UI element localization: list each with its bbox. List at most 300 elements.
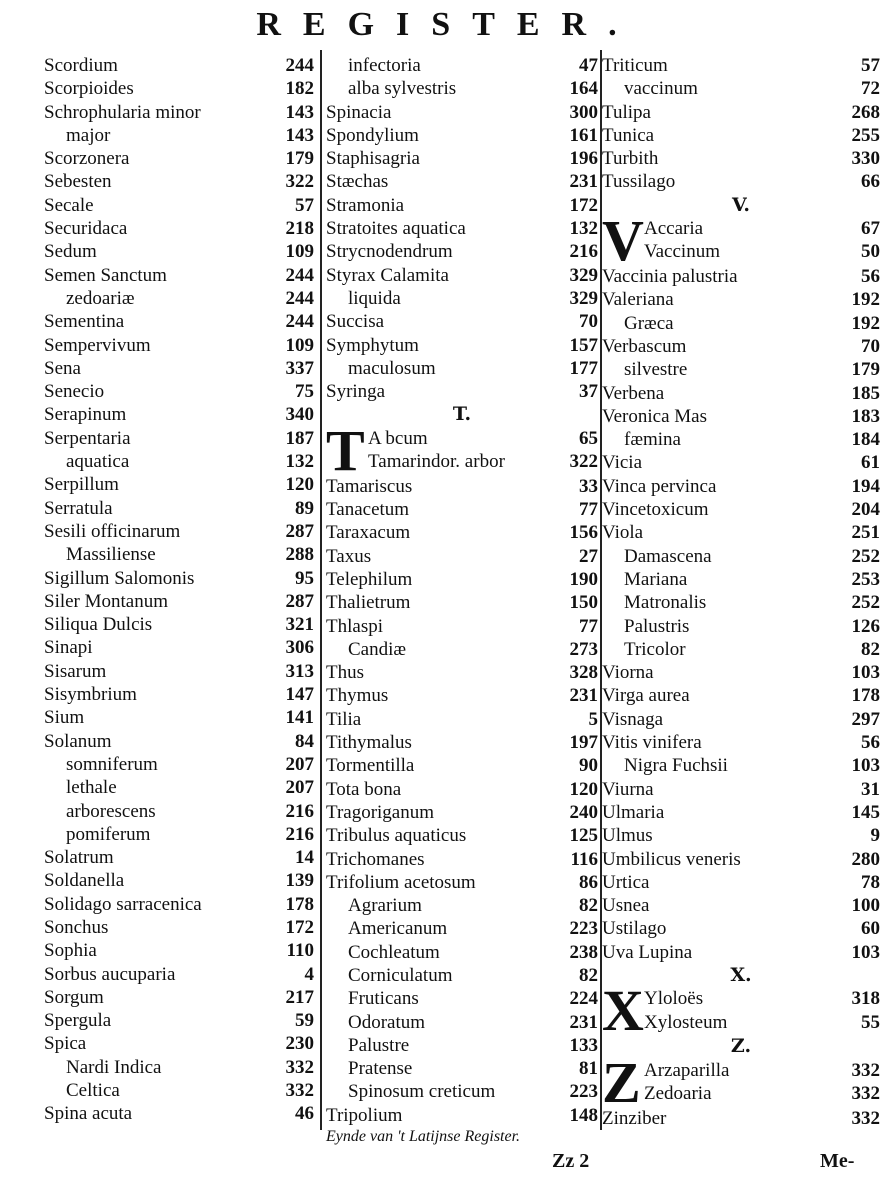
index-entry — [44, 706, 314, 729]
entry-name: Tussilago — [602, 171, 676, 193]
entry-page: 14 — [295, 847, 314, 869]
entry-name: Solanum — [44, 730, 112, 752]
entry-name: Solidago sarracenica — [44, 893, 202, 915]
entry-page: 143 — [285, 101, 314, 123]
index-entry — [44, 590, 314, 613]
entry-page: 126 — [851, 615, 880, 637]
index-entry — [602, 147, 880, 170]
index-entry — [368, 450, 598, 473]
entry-name: Vicia — [602, 452, 643, 474]
index-entry — [326, 287, 598, 310]
entry-page: 332 — [851, 1059, 880, 1081]
entry-page: 216 — [569, 241, 598, 263]
index-entry — [602, 288, 880, 311]
index-entry — [44, 963, 314, 986]
index-entry — [326, 240, 598, 263]
entry-name: Staphisagria — [326, 148, 420, 170]
entry-page: 207 — [285, 753, 314, 775]
entry-name: Sorbus aucuparia — [44, 963, 176, 985]
entry-name: Ulmus — [602, 825, 653, 847]
entry-page: 56 — [861, 732, 880, 754]
index-entry — [326, 521, 598, 544]
entry-name: Arzaparilla — [644, 1059, 730, 1081]
entry-name: Trifolium acetosum — [326, 871, 476, 893]
index-entry — [44, 101, 314, 124]
entry-name: Tithymalus — [326, 732, 412, 754]
index-entry — [326, 754, 598, 777]
entry-page: 172 — [569, 194, 598, 216]
index-entry — [44, 240, 314, 263]
entry-name: Damascena — [624, 545, 712, 567]
entry-page: 187 — [285, 427, 314, 449]
index-entry — [44, 194, 314, 217]
index-entry — [44, 170, 314, 193]
entry-page: 57 — [861, 55, 880, 76]
entry-page: 67 — [861, 218, 880, 240]
entry-name: Tamarindor. arbor — [368, 451, 505, 473]
index-entry — [326, 217, 598, 240]
entry-name: Palustris — [624, 615, 690, 637]
entry-name: Taraxacum — [326, 522, 411, 544]
entry-name: Solatrum — [44, 847, 114, 869]
entry-page: 145 — [851, 801, 880, 823]
entry-name: Spinacia — [326, 101, 392, 123]
entry-name: fæmina — [624, 429, 681, 451]
index-entry — [326, 591, 598, 614]
index-entry — [326, 475, 598, 498]
entry-name: Yloloës — [644, 988, 704, 1010]
entry-name: Vincetoxicum — [602, 499, 709, 521]
entry-page: 223 — [569, 918, 598, 940]
index-entry — [44, 1009, 314, 1032]
entry-page: 116 — [570, 848, 598, 870]
index-entry — [326, 1011, 598, 1034]
entry-name: aquatica — [66, 451, 130, 473]
drop-cap-letter: Z — [602, 1049, 641, 1115]
index-entry — [602, 638, 880, 661]
register-end-note: Eynde van 't Latijnse Register. — [326, 1128, 521, 1145]
index-entry — [602, 475, 880, 498]
index-entry — [44, 497, 314, 520]
entry-page: 9 — [870, 825, 880, 847]
entry-name: Umbilicus veneris — [602, 848, 741, 870]
entry-page: 192 — [851, 289, 880, 311]
entry-name: Urtica — [602, 871, 650, 893]
entry-name: Taxus — [326, 545, 372, 567]
index-entry — [602, 545, 880, 568]
entry-page: 231 — [569, 171, 598, 193]
entry-name: Tripolium — [326, 1104, 403, 1126]
entry-name: Celtica — [66, 1080, 120, 1102]
index-entry — [326, 987, 598, 1010]
entry-name: Secale — [44, 194, 94, 216]
entry-name: Vaccinia palustria — [602, 266, 738, 288]
index-entry — [326, 124, 598, 147]
entry-page: 70 — [861, 335, 880, 357]
index-entry — [326, 77, 598, 100]
entry-name: Succisa — [326, 311, 385, 333]
index-entry — [326, 1104, 598, 1127]
entry-page: 141 — [285, 707, 314, 729]
entry-page: 37 — [579, 381, 598, 403]
entry-page: 288 — [285, 544, 314, 566]
index-entry — [602, 170, 880, 193]
index-entry — [326, 1080, 598, 1103]
entry-page: 322 — [569, 451, 598, 473]
entry-page: 280 — [851, 848, 880, 870]
index-entry — [44, 543, 314, 566]
index-entry — [44, 520, 314, 543]
entry-page: 190 — [569, 568, 598, 590]
index-entry — [602, 498, 880, 521]
entry-name: Sebesten — [44, 171, 112, 193]
entry-page: 59 — [295, 1010, 314, 1032]
index-entry — [326, 894, 598, 917]
index-entry — [44, 846, 314, 869]
entry-name: Usnea — [602, 895, 650, 917]
index-entry — [44, 310, 314, 333]
index-entry — [602, 615, 880, 638]
entry-page: 125 — [569, 825, 598, 847]
entry-page: 268 — [851, 101, 880, 123]
index-entry — [602, 708, 880, 731]
index-entry — [44, 776, 314, 799]
entry-page: 297 — [851, 708, 880, 730]
index-entry — [602, 941, 880, 964]
entry-name: Scordium — [44, 55, 118, 76]
entry-page: 109 — [285, 334, 314, 356]
index-entry — [602, 54, 880, 77]
entry-page: 231 — [569, 1011, 598, 1033]
drop-cap-letter: V — [602, 208, 644, 274]
entry-name: Palustre — [348, 1034, 410, 1056]
entry-name: Sophia — [44, 940, 97, 962]
entry-page: 89 — [295, 497, 314, 519]
entry-name: Cochleatum — [348, 941, 440, 963]
index-entry — [644, 240, 880, 263]
entry-name: Agrarium — [348, 895, 422, 917]
index-entry — [602, 451, 880, 474]
index-entry — [326, 334, 598, 357]
entry-name: Veronica Mas — [602, 405, 707, 427]
entry-name: Symphytum — [326, 334, 419, 356]
entry-name: Serapinum — [44, 404, 127, 426]
entry-name: Sisarum — [44, 660, 107, 682]
entry-page: 100 — [851, 895, 880, 917]
entry-page: 57 — [295, 194, 314, 216]
entry-page: 244 — [285, 287, 314, 309]
entry-name: Tulipa — [602, 101, 651, 123]
entry-name: Visnaga — [602, 708, 664, 730]
entry-name: arborescens — [66, 800, 156, 822]
index-entry — [326, 498, 598, 521]
index-entry — [602, 405, 880, 428]
entry-name: Tunica — [602, 124, 655, 146]
entry-page: 4 — [304, 963, 314, 985]
index-entry — [602, 824, 880, 847]
index-entry — [602, 335, 880, 358]
entry-name: Massiliense — [66, 544, 156, 566]
entry-page: 185 — [851, 382, 880, 404]
entry-name: Siliqua Dulcis — [44, 614, 153, 636]
entry-name: major — [66, 124, 111, 146]
index-entry — [44, 427, 314, 450]
entry-page: 252 — [851, 592, 880, 614]
index-entry — [326, 731, 598, 754]
entry-name: maculosum — [348, 357, 436, 379]
index-entry — [644, 217, 880, 240]
index-entry — [602, 684, 880, 707]
entry-name: Pratense — [348, 1058, 413, 1080]
signature-mark: Zz 2 — [552, 1150, 590, 1172]
entry-page: 157 — [569, 334, 598, 356]
drop-cap-letter: T — [326, 417, 365, 483]
entry-name: Tormentilla — [326, 755, 415, 777]
index-entry — [602, 848, 880, 871]
entry-page: 178 — [851, 685, 880, 707]
entry-page: 179 — [851, 359, 880, 381]
page-title: REGISTER. — [256, 6, 639, 43]
entry-name: Sonchus — [44, 916, 109, 938]
entry-name: Tota bona — [326, 778, 402, 800]
entry-page: 156 — [569, 522, 598, 544]
entry-page: 218 — [285, 218, 314, 240]
entry-page: 194 — [851, 475, 880, 497]
entry-page: 77 — [579, 615, 598, 637]
entry-name: Vaccinum — [644, 241, 720, 263]
entry-name: Stratoites aquatica — [326, 218, 466, 240]
index-column-1 — [44, 54, 314, 1126]
index-entry — [44, 124, 314, 147]
entry-name: vaccinum — [624, 78, 698, 100]
index-entry — [44, 77, 314, 100]
entry-name: Viola — [602, 522, 644, 544]
entry-name: Zinziber — [602, 1107, 667, 1129]
entry-page: 231 — [569, 685, 598, 707]
entry-name: silvestre — [624, 359, 688, 381]
entry-name: Sium — [44, 707, 85, 729]
entry-page: 329 — [569, 287, 598, 309]
index-entry — [326, 380, 598, 403]
entry-page: 147 — [285, 684, 314, 706]
entry-name: A bcum — [368, 427, 428, 449]
entry-page: 322 — [285, 171, 314, 193]
entry-page: 230 — [285, 1033, 314, 1055]
index-entry — [44, 986, 314, 1009]
entry-name: Uva Lupina — [602, 941, 693, 963]
entry-page: 179 — [285, 148, 314, 170]
entry-name: Fruticans — [348, 988, 419, 1010]
index-entry — [326, 964, 598, 987]
index-entry — [44, 1056, 314, 1079]
entry-name: liquida — [348, 287, 401, 309]
entry-page: 148 — [569, 1104, 598, 1126]
entry-name: Stæchas — [326, 171, 389, 193]
entry-page: 340 — [285, 404, 314, 426]
entry-name: Viurna — [602, 778, 654, 800]
index-entry — [44, 380, 314, 403]
section-heading: X. — [730, 963, 752, 986]
entry-name: Verbena — [602, 382, 665, 404]
index-entry — [326, 170, 598, 193]
entry-page: 82 — [861, 638, 880, 660]
entry-name: Sorgum — [44, 986, 104, 1008]
index-entry — [44, 287, 314, 310]
entry-page: 318 — [851, 988, 880, 1010]
drop-cap-block — [326, 417, 598, 483]
entry-page: 31 — [861, 778, 880, 800]
entry-page: 207 — [285, 777, 314, 799]
entry-name: Sena — [44, 357, 81, 379]
entry-page: 238 — [569, 941, 598, 963]
entry-page: 332 — [285, 1080, 314, 1102]
index-entry — [44, 916, 314, 939]
index-entry — [602, 1107, 880, 1130]
entry-name: Candiæ — [348, 638, 407, 660]
entry-page: 56 — [861, 266, 880, 288]
drop-cap-letter: X — [602, 978, 644, 1044]
entry-page: 255 — [851, 124, 880, 146]
index-column-3 — [602, 54, 880, 1130]
entry-page: 66 — [861, 171, 880, 193]
index-entry — [602, 428, 880, 451]
entry-page: 161 — [569, 124, 598, 146]
entry-page: 328 — [569, 662, 598, 684]
entry-name: Trichomanes — [326, 848, 425, 870]
entry-name: Mariana — [624, 568, 688, 590]
entry-name: Græca — [624, 312, 674, 334]
entry-page: 252 — [851, 545, 880, 567]
entry-page: 330 — [851, 148, 880, 170]
index-entry — [44, 636, 314, 659]
entry-page: 27 — [579, 545, 598, 567]
index-entry — [326, 615, 598, 638]
index-entry — [602, 568, 880, 591]
entry-page: 47 — [579, 55, 598, 76]
entry-page: 70 — [579, 311, 598, 333]
entry-page: 110 — [286, 940, 314, 962]
entry-page: 321 — [285, 614, 314, 636]
index-entry — [602, 312, 880, 335]
entry-name: Spinosum creticum — [348, 1081, 496, 1103]
entry-name: Vinca pervinca — [602, 475, 717, 497]
section-heading: Z. — [730, 1035, 752, 1058]
index-entry — [44, 660, 314, 683]
entry-name: Vitis vinifera — [602, 732, 702, 754]
entry-name: Thymus — [326, 685, 389, 707]
index-entry — [44, 334, 314, 357]
index-entry — [44, 730, 314, 753]
index-entry — [326, 871, 598, 894]
index-entry — [602, 521, 880, 544]
entry-name: Thalietrum — [326, 592, 411, 614]
column-rule — [320, 50, 322, 1130]
entry-page: 183 — [851, 405, 880, 427]
entry-page: 332 — [851, 1107, 880, 1129]
index-entry — [44, 473, 314, 496]
index-entry — [44, 939, 314, 962]
index-entry — [602, 265, 880, 288]
entry-name: Virga aurea — [602, 685, 690, 707]
entry-name: Spica — [44, 1033, 87, 1055]
entry-name: Tanacetum — [326, 499, 410, 521]
index-entry — [326, 941, 598, 964]
entry-page: 82 — [579, 964, 598, 986]
index-entry — [326, 1034, 598, 1057]
entry-page: 143 — [285, 124, 314, 146]
index-entry — [326, 545, 598, 568]
index-entry — [602, 754, 880, 777]
catchword: Me- — [820, 1150, 855, 1172]
index-entry — [602, 778, 880, 801]
index-entry — [602, 661, 880, 684]
index-entry — [44, 823, 314, 846]
index-entry — [44, 217, 314, 240]
entry-page: 300 — [569, 101, 598, 123]
entry-page: 72 — [861, 78, 880, 100]
entry-page: 5 — [588, 708, 598, 730]
index-entry — [644, 1059, 880, 1082]
entry-name: somniferum — [66, 753, 158, 775]
entry-page: 217 — [285, 986, 314, 1008]
entry-name: Senecio — [44, 381, 105, 403]
entry-name: Odoratum — [348, 1011, 426, 1033]
index-entry — [44, 54, 314, 77]
entry-name: Zedoaria — [644, 1082, 712, 1104]
entry-name: Turbith — [602, 148, 659, 170]
entry-name: Sigillum Salomonis — [44, 567, 195, 589]
entry-page: 109 — [285, 241, 314, 263]
index-entry — [602, 101, 880, 124]
entry-page: 75 — [295, 381, 314, 403]
entry-page: 172 — [285, 916, 314, 938]
entry-name: Matronalis — [624, 592, 707, 614]
index-entry — [326, 917, 598, 940]
entry-name: Sisymbrium — [44, 684, 137, 706]
entry-name: Valeriana — [602, 289, 674, 311]
entry-name: zedoariæ — [66, 287, 135, 309]
entry-page: 332 — [285, 1056, 314, 1078]
index-entry — [326, 708, 598, 731]
entry-name: infectoria — [348, 55, 421, 76]
entry-page: 287 — [285, 590, 314, 612]
entry-name: Viorna — [602, 662, 654, 684]
entry-page: 77 — [579, 499, 598, 521]
entry-page: 337 — [285, 357, 314, 379]
entry-name: Accaria — [644, 218, 704, 240]
index-entry — [44, 753, 314, 776]
index-entry — [44, 613, 314, 636]
index-entry — [326, 824, 598, 847]
entry-page: 216 — [285, 823, 314, 845]
entry-name: Siler Montanum — [44, 590, 169, 612]
entry-page: 273 — [569, 638, 598, 660]
entry-page: 164 — [569, 78, 598, 100]
entry-name: Strycnodendrum — [326, 241, 453, 263]
entry-name: Ulmaria — [602, 801, 665, 823]
index-entry — [326, 147, 598, 170]
index-entry — [326, 194, 598, 217]
entry-name: Semen Sanctum — [44, 264, 167, 286]
entry-page: 332 — [851, 1082, 880, 1104]
index-entry — [44, 450, 314, 473]
index-entry — [602, 894, 880, 917]
entry-name: Tragoriganum — [326, 801, 435, 823]
index-entry — [44, 800, 314, 823]
index-entry — [602, 917, 880, 940]
entry-page: 197 — [569, 732, 598, 754]
entry-name: Syringa — [326, 381, 386, 403]
